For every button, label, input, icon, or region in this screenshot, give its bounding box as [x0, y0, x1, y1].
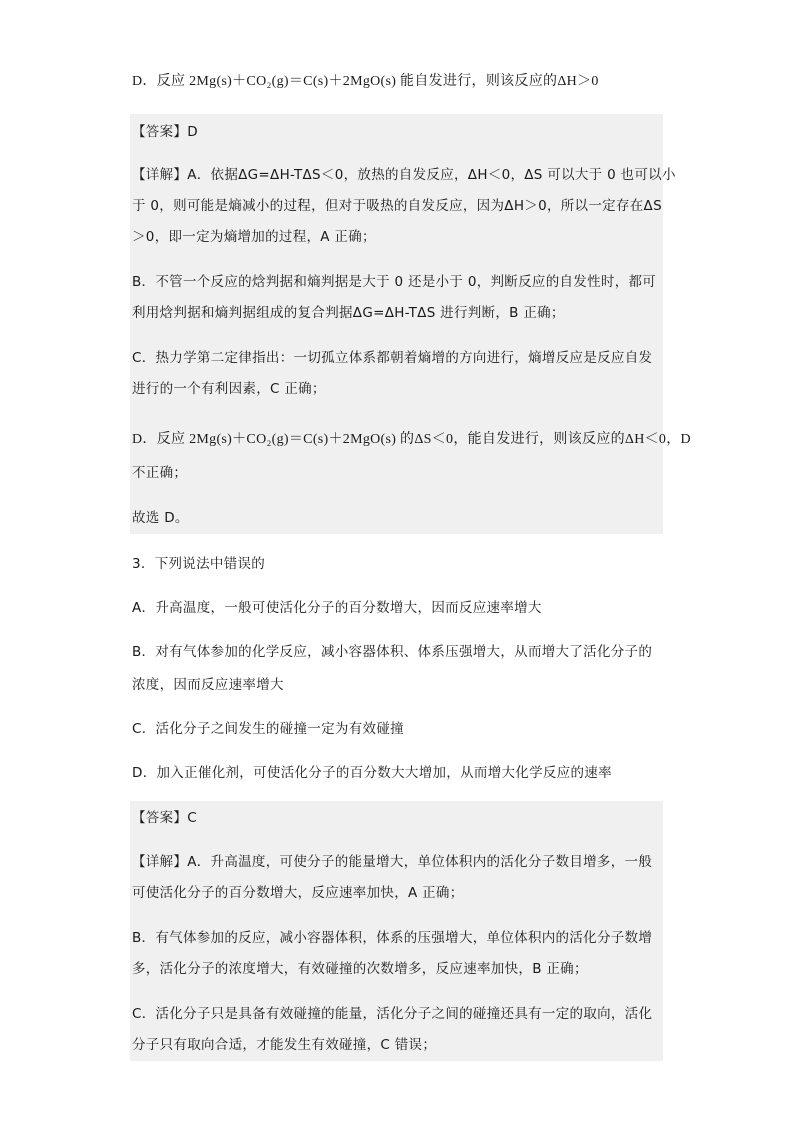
- q3-option-a: A．升高温度，一般可使活化分子的百分数增大，因而反应速率增大: [132, 600, 542, 616]
- q3-option-c: C．活化分子之间发生的碰撞一定为有效碰撞: [132, 721, 404, 737]
- q2-detail-line: 利用焓判据和熵判据组成的复合判据ΔG=ΔH-TΔS 进行判断，B 正确；: [132, 305, 565, 321]
- q3-option-b: B．对有气体参加的化学反应，减小容器体积、体系压强增大，从而增大了活化分子的: [132, 644, 653, 660]
- q2-detail-line: 于 0，则可能是熵减小的过程，但对于吸热的自发反应，因为ΔH＞0，所以一定存在ΔS: [132, 198, 662, 214]
- q2-answer: 【答案】D: [132, 124, 198, 140]
- q2-option-d: D．反应 2Mg(s)＋CO₂(g)＝C(s)＋2MgO(s) 能自发进行，则该反应的ΔH＞0: [132, 74, 599, 89]
- q3-detail-line: B．有气体参加的反应，减小容器体积，体系的压强增大，单位体积内的活化分子数增: [132, 930, 653, 946]
- q3-detail-line: C．活化分子只是具备有效碰撞的能量，活化分子之间的碰撞还具有一定的取向，活化: [132, 1006, 653, 1022]
- q3-stem: 3．下列说法中错误的: [132, 556, 266, 572]
- q2-detail-line: 进行的一个有利因素，C 正确；: [132, 381, 326, 397]
- q2-detail-line: C．热力学第二定律指出：一切孤立体系都朝着熵增的方向进行，熵增反应是反应自发: [132, 350, 653, 366]
- q3-option-d: D．加入正催化剂，可使活化分子的百分数大大增加，从而增大化学反应的速率: [132, 765, 612, 781]
- q3-detail-line: 可使活化分子的百分数增大，反应速率加快，A 正确；: [132, 885, 464, 901]
- q2-detail-line: ＞0，即一定为熵增加的过程，A 正确；: [132, 229, 376, 245]
- q2-detail-line: 【详解】A．依据ΔG=ΔH-TΔS＜0，放热的自发反应，ΔH＜0，ΔS 可以大于 0 也可以小: [132, 167, 676, 183]
- q2-detail-line: B．不管一个反应的焓判据和熵判据是大于 0 还是小于 0，判断反应的自发性时，都可: [132, 274, 657, 290]
- q2-detail-line: 故选 D。: [132, 510, 189, 526]
- q3-answer: 【答案】C: [132, 810, 197, 826]
- q2-detail-line: D．反应 2Mg(s)＋CO₂(g)＝C(s)＋2MgO(s) 的ΔS＜0，能自发进行，则该反应的ΔH＜0，D: [132, 432, 691, 447]
- q3-option-b: 浓度，因而反应速率增大: [132, 677, 284, 693]
- q3-detail-line: 分子只有取向合适，才能发生有效碰撞，C 错误；: [132, 1037, 437, 1053]
- q3-detail-line: 【详解】A．升高温度，可使分子的能量增大，单位体积内的活化分子数目增多，一般: [132, 854, 653, 870]
- q2-detail-line: 不正确；: [132, 465, 188, 481]
- q3-detail-line: 多，活化分子的浓度增大，有效碰撞的次数增多，反应速率加快，B 正确；: [132, 961, 588, 977]
